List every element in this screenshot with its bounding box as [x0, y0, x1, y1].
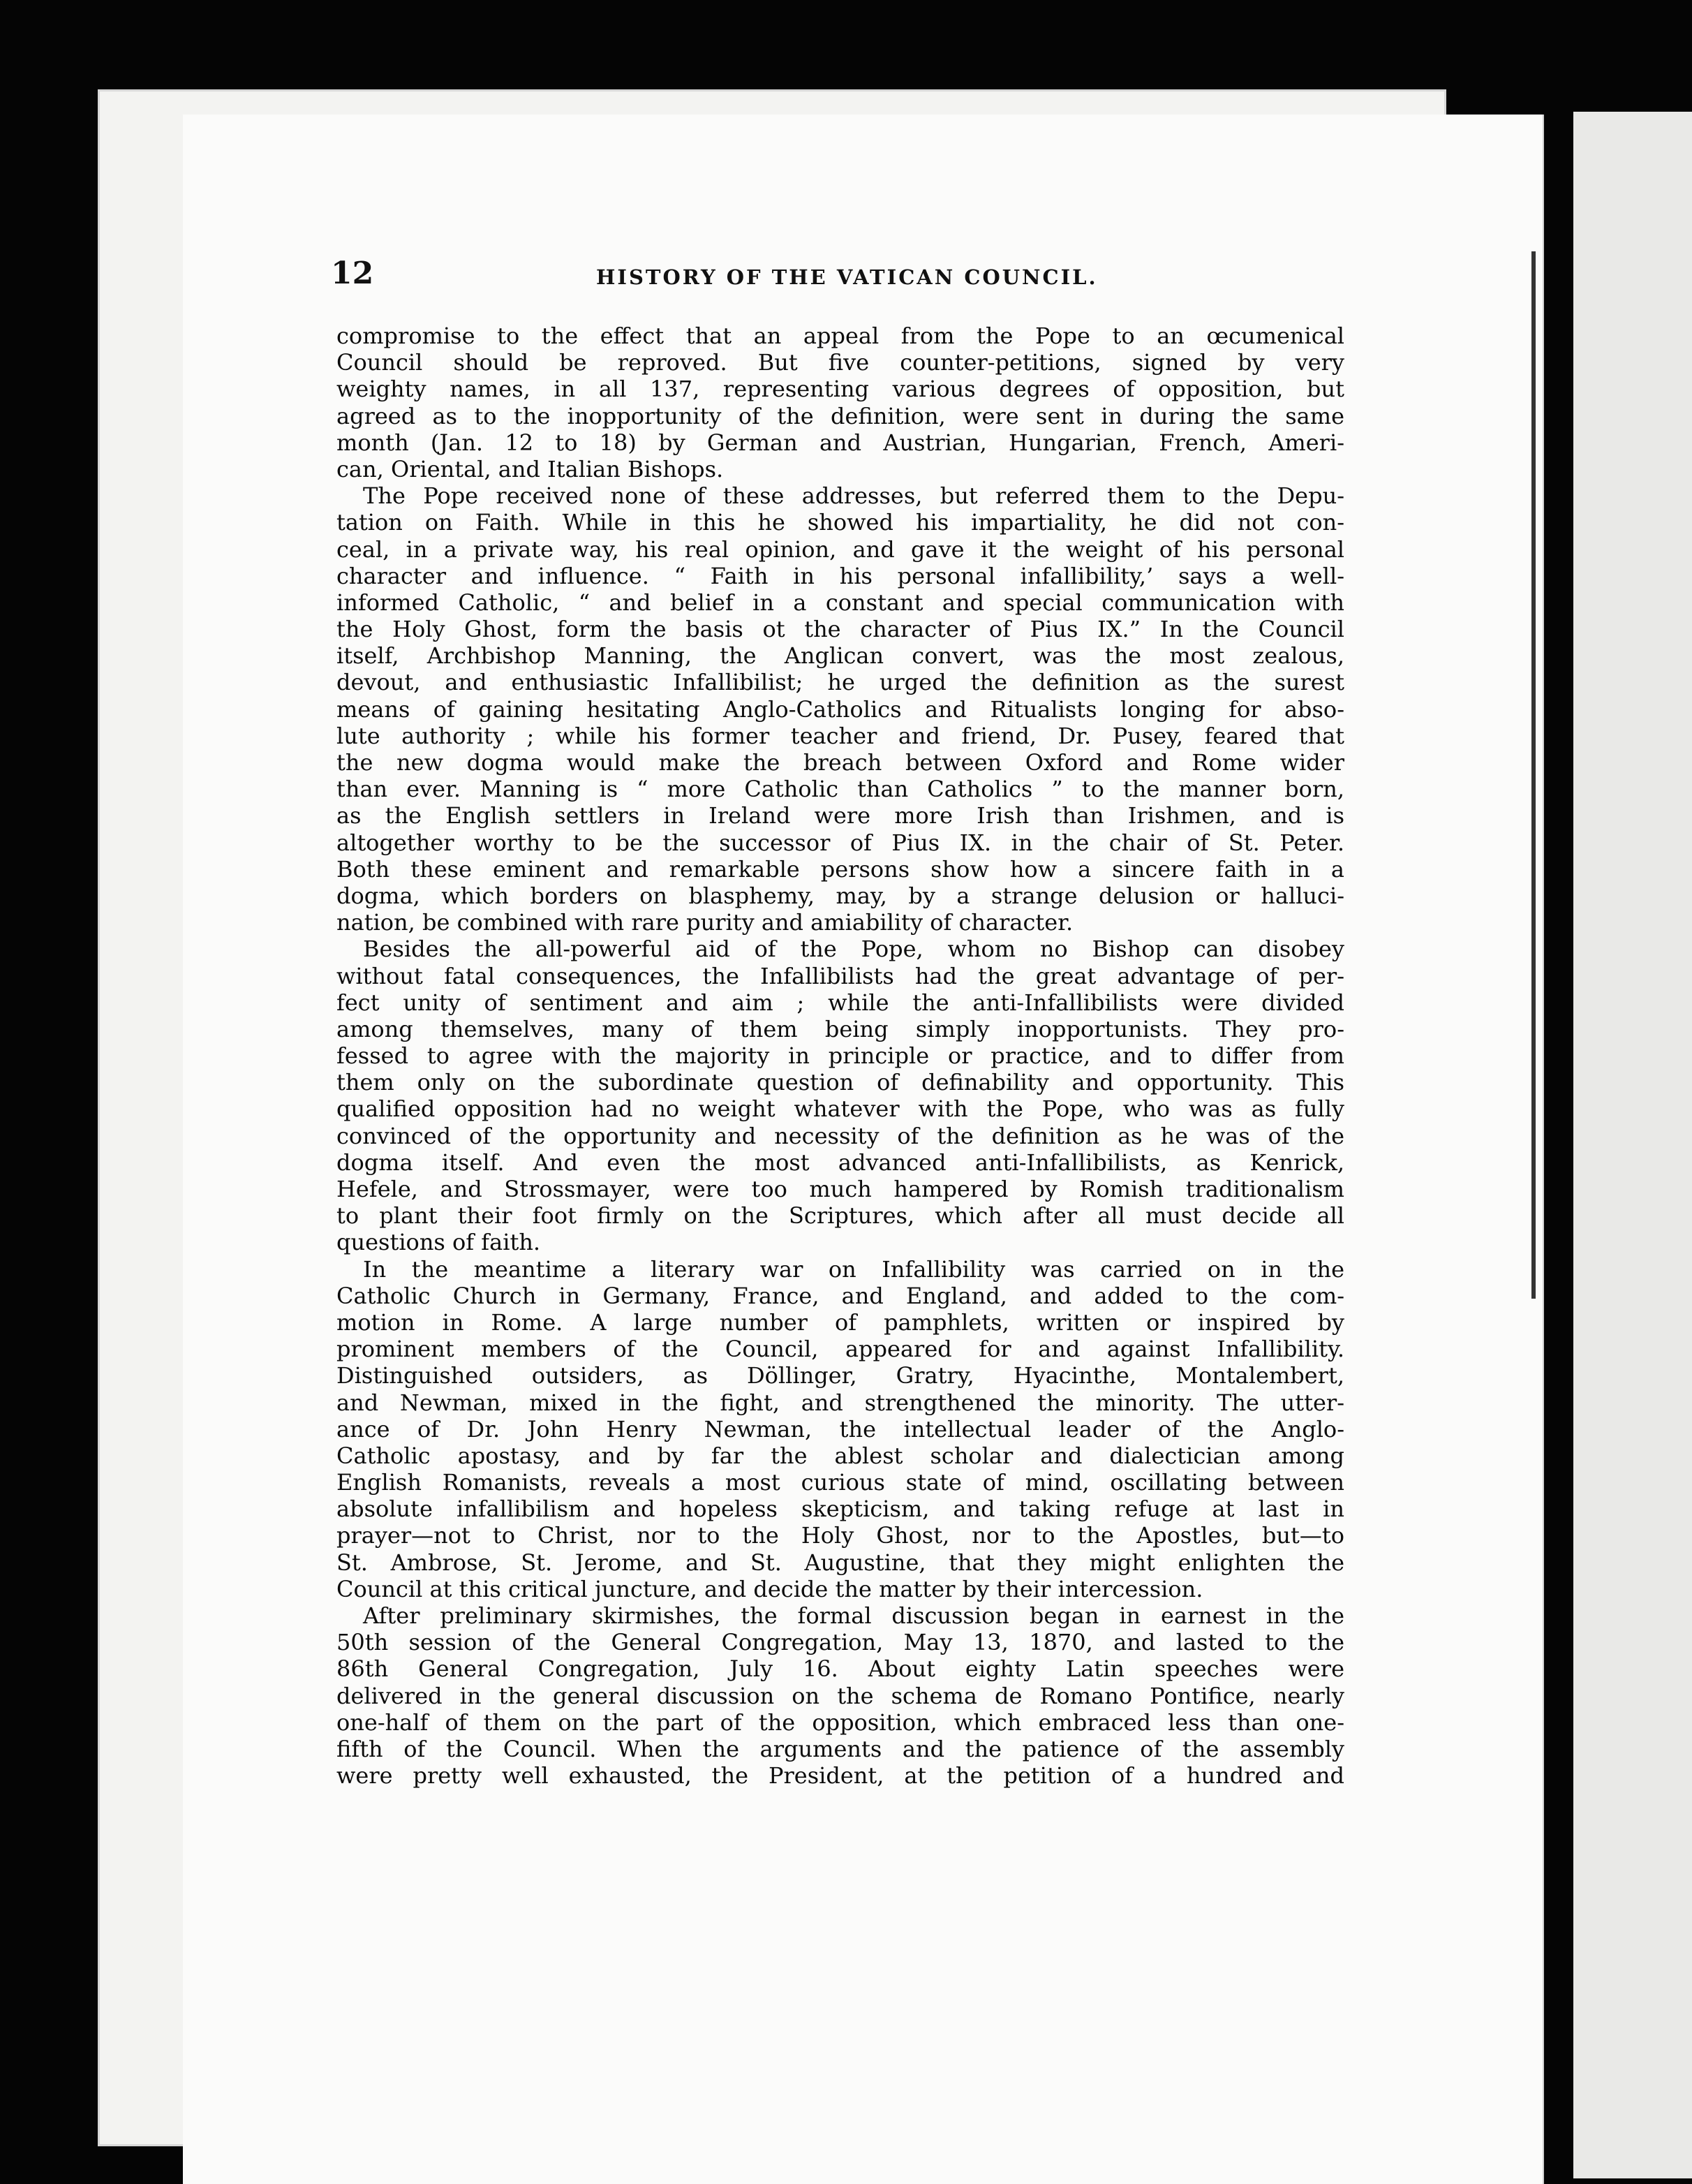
text-line: one-half of them on the part of the opposition, which embraced less than one- — [336, 1709, 1344, 1736]
text-line: questions of faith. — [336, 1229, 541, 1256]
text-line: absolute infallibilism and hopeless skepticism, and taking refuge at last in — [336, 1496, 1344, 1523]
text-line: Council should be reproved. But five counter-petitions, signed by very — [336, 349, 1344, 376]
text-line: fect unity of sentiment and aim ; while the anti-Infallibilists were divided — [336, 989, 1344, 1016]
text-line: prominent members of the Council, appeared for and against Infallibility. — [336, 1336, 1344, 1363]
text-line: to plant their foot firmly on the Scriptures, which after all must decide all — [336, 1202, 1344, 1230]
text-line: informed Catholic, “ and belief in a constant and special communication with — [336, 589, 1344, 616]
text-line: delivered in the general discussion on the schema de Romano Pontifice, nearly — [336, 1682, 1344, 1709]
text-line: Both these eminent and remarkable persons show how a sincere faith in a — [336, 855, 1344, 883]
text-line: St. Ambrose, St. Jerome, and St. Augustine, that they might enlighten the — [336, 1549, 1344, 1576]
text-line: than ever. Manning is “ more Catholic than Catholics ” to the manner born, — [336, 776, 1344, 803]
text-line: Catholic Church in Germany, France, and England, and added to the com- — [336, 1282, 1344, 1309]
running-title: HISTORY OF THE VATICAN COUNCIL. — [596, 265, 1098, 289]
text-line: can, Oriental, and Italian Bishops. — [336, 455, 724, 482]
text-line: them only on the subordinate question of definability and opportunity. This — [336, 1069, 1344, 1096]
text-line: the Holy Ghost, form the basis ot the character of Pius IX.” In the Council — [336, 616, 1344, 643]
text-line: Catholic apostasy, and by far the ablest scholar and dialectician among — [336, 1442, 1344, 1469]
text-line: among themselves, many of them being simply inopportunists. They pro- — [336, 1015, 1344, 1042]
text-line: ceal, in a private way, his real opinion, and gave it the weight of his personal — [336, 536, 1344, 563]
text-line: fessed to agree with the majority in principle or practice, and to differ from — [336, 1042, 1344, 1070]
text-line: motion in Rome. A large number of pamphlets, written or inspired by — [336, 1308, 1344, 1336]
text-line: altogether worthy to be the successor of Pius IX. in the chair of St. Peter. — [336, 829, 1344, 856]
text-line: ance of Dr. John Henry Newman, the intellectual leader of the Anglo- — [336, 1415, 1344, 1443]
text-line: prayer—not to Christ, nor to the Holy Ghost, nor to the Apostles, but—to — [336, 1522, 1344, 1549]
text-line: After preliminary skirmishes, the formal discussion began in earnest in the — [363, 1602, 1344, 1629]
text-line: and Newman, mixed in the fight, and strengthened the minority. The utter- — [336, 1389, 1344, 1416]
text-line: convinced of the opportunity and necessity of the definition as he was of the — [336, 1122, 1344, 1149]
text-line: agreed as to the inopportunity of the definition, were sent in during the same — [336, 402, 1344, 429]
page-edge-shadow — [1522, 251, 1536, 1299]
text-line: month (Jan. 12 to 18) by German and Austrian, Hungarian, French, Ameri- — [336, 429, 1344, 456]
text-line: were pretty well exhausted, the President, at the petition of a hundred and — [336, 1762, 1344, 1790]
text-line: 50th session of the General Congregation, May 13, 1870, and lasted to the — [336, 1629, 1344, 1656]
text-line: as the English settlers in Ireland were more Irish than Irishmen, and is — [336, 802, 1344, 829]
text-line: fifth of the Council. When the arguments and the patience of the assembly — [336, 1735, 1344, 1762]
body-text — [336, 323, 1344, 1789]
text-line: 86th General Congregation, July 16. About eighty Latin speeches were — [336, 1655, 1344, 1683]
text-line: Hefele, and Strossmayer, were too much hampered by Romish traditionalism — [336, 1176, 1344, 1202]
text-line: Besides the all-powerful aid of the Pope, whom no Bishop can disobey — [363, 936, 1344, 963]
text-line: tation on Faith. While in this he showed his impartiality, he did not con- — [336, 509, 1344, 536]
text-line: the new dogma would make the breach between Oxford and Rome wider — [336, 749, 1344, 776]
text-line: Distinguished outsiders, as Döllinger, Gratry, Hyacinthe, Montalembert, — [336, 1362, 1344, 1389]
text-line: lute authority ; while his former teacher and friend, Dr. Pusey, feared that — [336, 722, 1344, 749]
text-line: without fatal consequences, the Infallibilists had the great advantage of per- — [336, 962, 1344, 989]
text-line: qualified opposition had no weight whatever with the Pope, who was as fully — [336, 1095, 1344, 1123]
running-head — [331, 256, 1371, 295]
text-line: means of gaining hesitating Anglo-Catholics and Ritualists longing for abso- — [336, 695, 1344, 723]
text-line: nation, be combined with rare purity and amiability of character. — [336, 909, 1074, 936]
text-line: Council at this critical juncture, and decide the matter by their intercession. — [336, 1575, 1203, 1602]
text-line: The Pope received none of these addresses, but referred them to the Depu- — [363, 482, 1344, 510]
text-line: compromise to the effect that an appeal from the Pope to an œcumenical — [336, 323, 1344, 349]
text-line: weighty names, in all 137, representing various degrees of opposition, but — [336, 376, 1344, 403]
adjacent-page-edge — [1573, 112, 1692, 2178]
text-line: In the meantime a literary war on Infallibility was carried on in the — [363, 1255, 1344, 1283]
text-line: English Romanists, reveals a most curious state of mind, oscillating between — [336, 1469, 1344, 1496]
text-line: devout, and enthusiastic Infallibilist; he urged the definition as the surest — [336, 669, 1344, 696]
text-line: dogma, which borders on blasphemy, may, by a strange delusion or halluci- — [336, 882, 1344, 909]
text-line: dogma itself. And even the most advanced anti-Infallibilists, as Kenrick, — [336, 1149, 1344, 1176]
text-line: itself, Archbishop Manning, the Anglican convert, was the most zealous, — [336, 642, 1344, 670]
page-number: 12 — [331, 256, 374, 291]
text-line: character and influence. “ Faith in his personal infallibility,’ says a well- — [336, 562, 1344, 589]
